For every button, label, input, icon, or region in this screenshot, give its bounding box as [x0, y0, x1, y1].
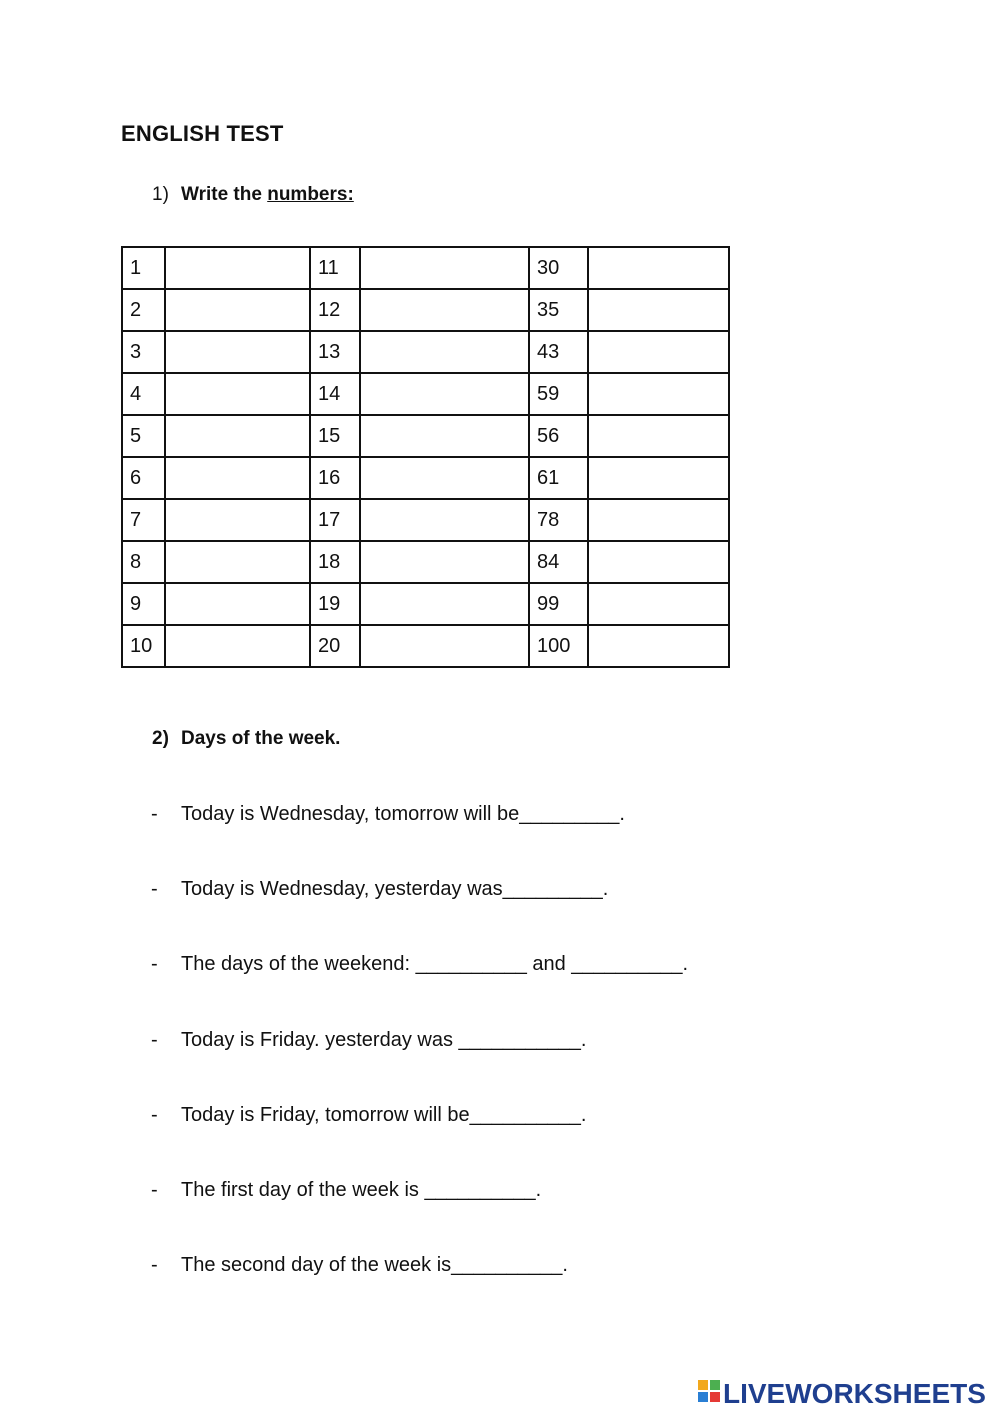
liveworksheets-logo — [694, 1373, 994, 1413]
question-item — [151, 953, 688, 976]
number-cell: 15 — [310, 415, 360, 457]
table-row — [122, 583, 729, 625]
logo-brand-text: LIVEWORKSHEETS — [723, 1378, 986, 1409]
table-row — [122, 625, 729, 667]
bullet-dash: - — [151, 1104, 158, 1126]
question-item — [151, 1104, 586, 1127]
table-row — [122, 541, 729, 583]
number-cell: 20 — [310, 625, 360, 667]
number-cell: 19 — [310, 583, 360, 625]
section-2-title: Days of the week. — [181, 728, 341, 749]
bullet-dash: - — [151, 803, 158, 825]
number-cell: 14 — [310, 373, 360, 415]
table-row — [122, 373, 729, 415]
number-cell: 100 — [529, 625, 588, 667]
answer-cell[interactable] — [165, 541, 310, 583]
bullet-dash: - — [151, 1179, 158, 1201]
answer-cell[interactable] — [165, 499, 310, 541]
number-cell: 56 — [529, 415, 588, 457]
section-2-heading — [152, 728, 340, 750]
number-cell: 6 — [122, 457, 165, 499]
answer-cell[interactable] — [360, 457, 529, 499]
table-row — [122, 457, 729, 499]
logo-square-4 — [710, 1392, 720, 1402]
number-cell: 16 — [310, 457, 360, 499]
bullet-dash: - — [151, 953, 158, 975]
answer-cell[interactable] — [588, 247, 729, 289]
question-item — [151, 1254, 568, 1277]
section-1-heading — [152, 184, 354, 206]
answer-cell[interactable] — [588, 457, 729, 499]
number-cell: 10 — [122, 625, 165, 667]
question-item — [151, 878, 608, 901]
table-row — [122, 289, 729, 331]
answer-cell[interactable] — [360, 331, 529, 373]
answer-cell[interactable] — [165, 457, 310, 499]
bullet-dash: - — [151, 878, 158, 900]
number-cell: 1 — [122, 247, 165, 289]
answer-cell[interactable] — [588, 583, 729, 625]
answer-cell[interactable] — [165, 415, 310, 457]
section-1-underlined: numbers: — [267, 184, 354, 205]
number-cell: 59 — [529, 373, 588, 415]
question-text: Today is Wednesday, tomorrow will be_________. — [181, 803, 625, 825]
number-cell: 2 — [122, 289, 165, 331]
section-1-number: 1) — [152, 184, 169, 205]
table-row — [122, 247, 729, 289]
answer-cell[interactable] — [588, 415, 729, 457]
question-item — [151, 1179, 541, 1202]
question-text: Today is Friday. yesterday was ___________. — [181, 1029, 587, 1051]
answer-cell[interactable] — [588, 625, 729, 667]
answer-cell[interactable] — [588, 541, 729, 583]
number-cell: 7 — [122, 499, 165, 541]
logo-square-2 — [710, 1380, 720, 1390]
bullet-dash: - — [151, 1029, 158, 1051]
section-1-prefix: Write the — [181, 184, 268, 205]
answer-cell[interactable] — [360, 247, 529, 289]
question-item — [151, 1029, 586, 1052]
answer-cell[interactable] — [360, 499, 529, 541]
question-item — [151, 803, 625, 826]
number-cell: 8 — [122, 541, 165, 583]
number-cell: 35 — [529, 289, 588, 331]
number-cell: 3 — [122, 331, 165, 373]
answer-cell[interactable] — [165, 625, 310, 667]
number-cell: 61 — [529, 457, 588, 499]
section-2-number: 2) — [152, 728, 169, 749]
answer-cell[interactable] — [360, 373, 529, 415]
question-text: Today is Friday, tomorrow will be__________. — [181, 1104, 587, 1126]
number-cell: 18 — [310, 541, 360, 583]
number-cell: 84 — [529, 541, 588, 583]
logo-square-1 — [698, 1380, 708, 1390]
question-text: Today is Wednesday, yesterday was_________. — [181, 878, 609, 900]
number-cell: 5 — [122, 415, 165, 457]
bullet-dash: - — [151, 1254, 158, 1276]
table-row — [122, 331, 729, 373]
number-cell: 12 — [310, 289, 360, 331]
answer-cell[interactable] — [360, 289, 529, 331]
number-cell: 4 — [122, 373, 165, 415]
answer-cell[interactable] — [360, 415, 529, 457]
question-text: The first day of the week is __________. — [181, 1179, 542, 1201]
number-cell: 11 — [310, 247, 360, 289]
question-text: The days of the weekend: __________ and __________. — [181, 953, 689, 975]
number-cell: 43 — [529, 331, 588, 373]
answer-cell[interactable] — [360, 541, 529, 583]
answer-cell[interactable] — [588, 289, 729, 331]
number-cell: 9 — [122, 583, 165, 625]
numbers-table — [121, 246, 730, 668]
number-cell: 30 — [529, 247, 588, 289]
answer-cell[interactable] — [588, 499, 729, 541]
answer-cell[interactable] — [360, 583, 529, 625]
answer-cell[interactable] — [360, 625, 529, 667]
answer-cell[interactable] — [165, 247, 310, 289]
answer-cell[interactable] — [588, 331, 729, 373]
answer-cell[interactable] — [165, 331, 310, 373]
answer-cell[interactable] — [165, 583, 310, 625]
number-cell: 99 — [529, 583, 588, 625]
number-cell: 13 — [310, 331, 360, 373]
page-title: ENGLISH TEST — [121, 121, 284, 146]
number-cell: 78 — [529, 499, 588, 541]
logo-square-3 — [698, 1392, 708, 1402]
number-cell: 17 — [310, 499, 360, 541]
table-row — [122, 499, 729, 541]
question-text: The second day of the week is__________. — [181, 1254, 568, 1276]
answer-cell[interactable] — [165, 373, 310, 415]
answer-cell[interactable] — [165, 289, 310, 331]
answer-cell[interactable] — [588, 373, 729, 415]
table-row — [122, 415, 729, 457]
